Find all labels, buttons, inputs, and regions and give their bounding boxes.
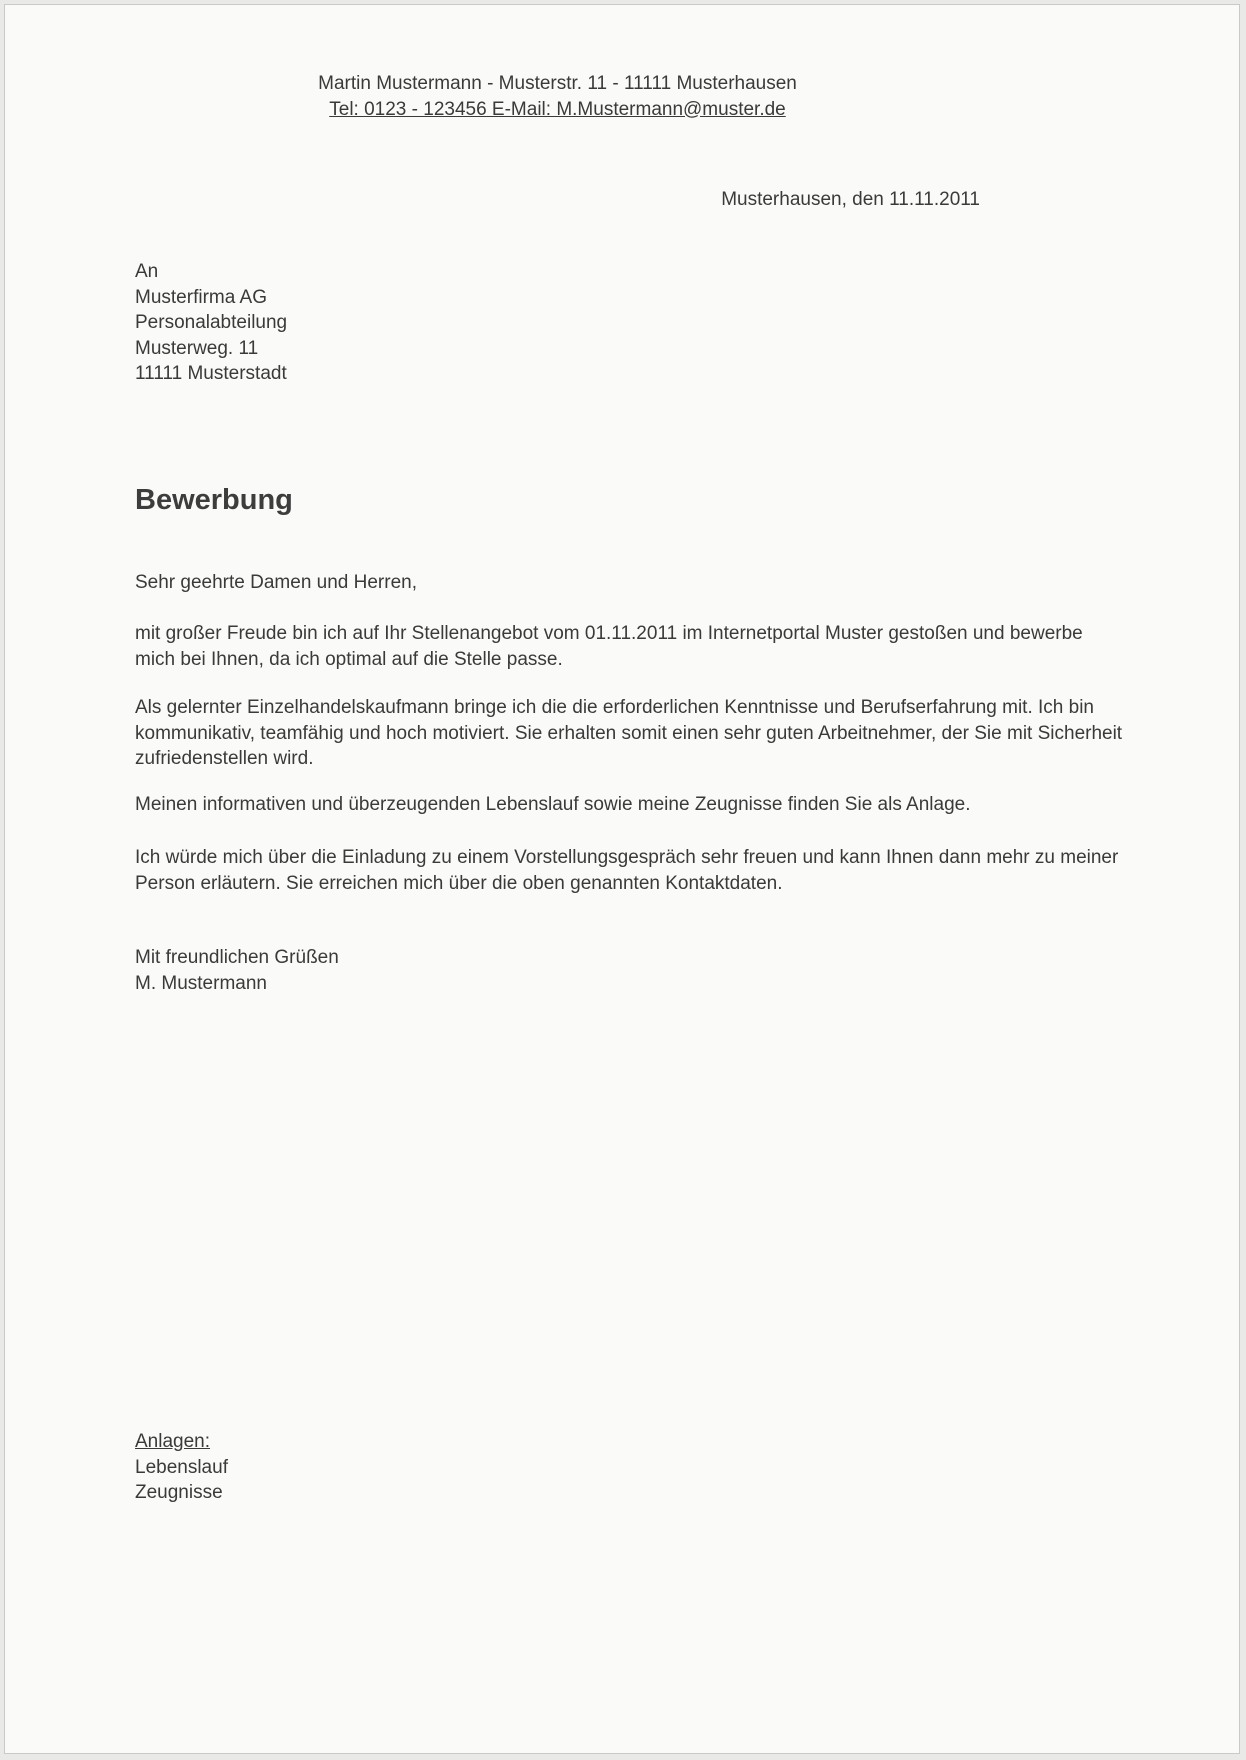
sender-contact-line: Tel: 0123 - 123456 E-Mail: M.Mustermann@muster.de bbox=[329, 98, 786, 120]
body-paragraph-1: mit großer Freude bin ich auf Ihr Stellenangebot vom 01.11.2011 im Internetportal Muster gestoßen und bewerbe mich bei Ihnen, da ich optimal auf die Stelle passe. bbox=[135, 623, 1088, 670]
recipient-line: Musterweg. 11 bbox=[135, 337, 259, 359]
recipient-address-block bbox=[135, 259, 735, 387]
document-page bbox=[4, 4, 1240, 1754]
enclosure-item: Lebenslauf bbox=[135, 1456, 228, 1478]
enclosures-block bbox=[135, 1429, 535, 1506]
body-paragraph-4: Ich würde mich über die Einladung zu einem Vorstellungsgespräch sehr freuen und kann Ihnen dann mehr zu meiner Person erläutern. Sie erreichen mich über die oben genannten Kontaktdaten. bbox=[135, 847, 1124, 894]
signature-name: M. Mustermann bbox=[135, 972, 267, 994]
recipient-line: 11111 Musterstadt bbox=[135, 363, 287, 384]
sender-line: Martin Mustermann - Musterstr. 11 - 11111 Musterhausen bbox=[318, 73, 797, 94]
subject-heading: Bewerbung bbox=[135, 484, 293, 516]
enclosures-heading: Anlagen: bbox=[135, 1431, 211, 1452]
enclosure-item: Zeugnisse bbox=[135, 1482, 223, 1503]
recipient-line: Musterfirma AG bbox=[135, 286, 267, 308]
recipient-line: An bbox=[135, 261, 159, 282]
body-paragraph-2: Als gelernter Einzelhandelskaufmann bringe ich die die erforderlichen Kenntnisse und Berufserfahrung mit. Ich bin kommunikativ, teamfähig und hoch motiviert. Sie erhalten somit einen sehr guten Arbeitnehmer, der Sie mit Sicherheit zufriedenstellen wird. bbox=[135, 697, 1128, 769]
letter-date: Musterhausen, den 11.11.2011 bbox=[721, 189, 980, 210]
closing-greeting: Mit freundlichen Grüßen bbox=[135, 947, 339, 968]
sender-header bbox=[135, 71, 980, 122]
body-paragraph-3: Meinen informativen und überzeugenden Lebenslauf sowie meine Zeugnisse finden Sie als Anlage. bbox=[135, 794, 971, 815]
salutation: Sehr geehrte Damen und Herren, bbox=[135, 572, 417, 593]
recipient-line: Personalabteilung bbox=[135, 312, 288, 333]
closing-block bbox=[135, 945, 735, 996]
